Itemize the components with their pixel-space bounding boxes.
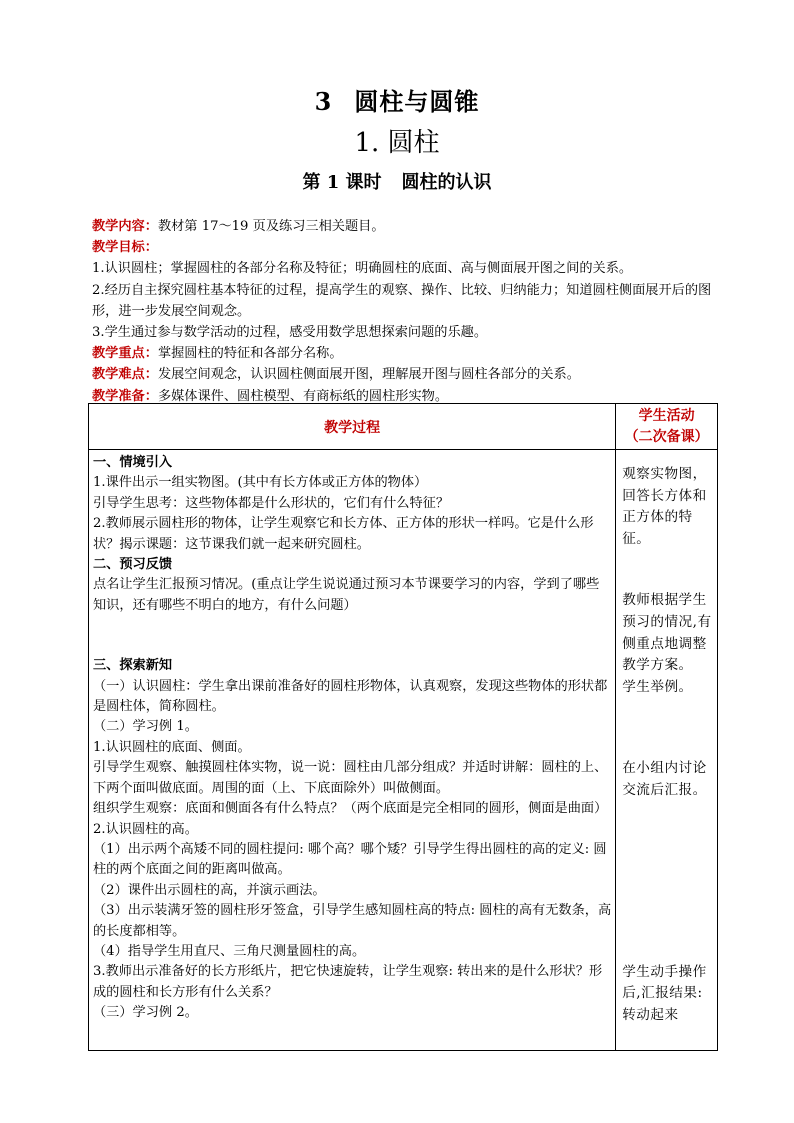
process-line: 引导学生思考：这些物体都是什么形状的，它们有什么特征？: [93, 495, 450, 511]
process-line: 引导学生观察、触摸圆柱体实物，说一说：圆柱由几部分组成？并适时讲解：圆柱的上、下两个面叫做底面。周围的面（上、下底面除外）叫做侧面。: [93, 760, 608, 796]
process-line: 2.教师展示圆柱形的物体，让学生观察它和长方体、正方体的形状一样吗。它是什么形状？揭示课题：这节课我们就一起来研究圆柱。: [93, 516, 594, 552]
content-line: [92, 216, 717, 237]
content-label: 教学内容：: [92, 219, 158, 234]
goals-line: [92, 237, 717, 258]
header-side-line-2: （二次备课）: [624, 429, 709, 445]
goal-item: 2.经历自主探究圆柱基本特征的过程，提高学生的观察、操作、比较、归纳能力；知道圆柱侧面展开后的图形，进一步发展空间观念。: [92, 282, 712, 319]
activity-note: 观察实物图，回答长方体和正方体的特征。: [622, 466, 707, 547]
header-student-activity: [616, 404, 718, 450]
section-title: 1. 圆柱: [354, 128, 440, 158]
process-line: 3.教师出示准备好的长方形纸片，把它快速旋转，让学生观察: 转出来的是什么形状？形成的圆柱和长方形有什么关系？: [93, 964, 603, 1000]
unit-title-text: 圆柱与圆锥: [354, 87, 480, 116]
lesson-title-text: 圆柱的认识: [401, 172, 492, 193]
section-heading: 一、情境引入: [93, 455, 173, 470]
unit-number: 3: [314, 87, 333, 116]
process-line: 1.认识圆柱的底面、侧面。: [93, 739, 251, 755]
table-body-row: [89, 450, 718, 1051]
process-line: （一）认识圆柱：学生拿出课前准备好的圆柱形物体，认真观察，发现这些物体的形状都是圆柱体，简称圆柱。: [93, 678, 608, 715]
table-header-row: [89, 404, 718, 450]
prep-text: 多媒体课件、圆柱模型、有商标纸的圆柱形实物。: [157, 388, 449, 404]
process-table: [88, 403, 718, 1051]
process-line: （3）出示装满牙签的圆柱形牙签盒，引导学生感知圆柱高的特点: 圆柱的高有无数条，高的长度都相等。: [93, 903, 612, 939]
key-label: 教学重点：: [92, 346, 158, 362]
content-text: 教材第 17～19 页及练习三相关题目。: [157, 219, 385, 234]
activity-note: 学生举例。: [622, 678, 693, 695]
activity-note: 教师根据学生预习的情况,有侧重点地调整教学方案。: [622, 592, 712, 674]
lesson-number: 第 1 课时: [302, 172, 382, 193]
difficulty-label: 教学难点：: [92, 367, 158, 383]
section-heading: 三、探索新知: [93, 658, 173, 674]
difficulty-text: 发展空间观念，认识圆柱侧面展开图，理解展开图与圆柱各部分的关系。: [157, 367, 580, 383]
goal-item: 3.学生通过参与数学活动的过程，感受用数学思想探索问题的乐趣。: [92, 325, 488, 341]
process-line: （1）出示两个高矮不同的圆柱提问: 哪个高？哪个矮？引导学生得出圆柱的高的定义: 圆柱的两个底面之间的距离叫做高。: [93, 841, 607, 878]
lesson-meta: [92, 216, 717, 407]
lesson-title: [0, 168, 794, 194]
activity-note: 学生动手操作后,汇报结果: 转动起来: [622, 963, 707, 1023]
difficulty-line: [92, 364, 717, 385]
section-heading: 二、预习反馈: [93, 557, 173, 573]
key-line: [92, 343, 717, 364]
key-text: 掌握圆柱的特征和各部分名称。: [157, 346, 343, 362]
unit-title: [0, 82, 794, 117]
student-activity-content: [616, 450, 718, 1051]
header-side-line-1: 学生活动: [638, 408, 695, 424]
activity-note: 在小组内讨论交流后汇报。: [622, 760, 707, 798]
process-content: [89, 450, 616, 1051]
goals-label: 教学目标：: [92, 240, 158, 256]
process-line: （4）指导学生用直尺、三角尺测量圆柱的高。: [93, 943, 366, 959]
process-line: （三）学习例 2。: [93, 1005, 198, 1021]
goal-item: 1.认识圆柱；掌握圆柱的各部分名称及特征；明确圆柱的底面、高与侧面展开图之间的关系。: [92, 261, 633, 277]
process-line: 2.认识圆柱的高。: [93, 821, 198, 837]
process-line: （2）课件出示圆柱的高，并演示画法。: [93, 882, 326, 898]
process-line: （二）学习例 1。: [93, 719, 198, 735]
process-line: 点名让学生汇报预习情况。(重点让学生说说通过预习本节课要学习的内容，学到了哪些知识，还有哪些不明白的地方，有什么问题）: [93, 577, 600, 613]
prep-label: 教学准备：: [92, 388, 158, 404]
process-line: 组织学生观察：底面和侧面各有什么特点？（两个底面是完全相同的圆形，侧面是曲面）: [93, 801, 608, 817]
header-process: 教学过程: [89, 404, 616, 450]
process-line: 1.课件出示一组实物图。(其中有长方体或正方体的物体）: [93, 475, 428, 491]
